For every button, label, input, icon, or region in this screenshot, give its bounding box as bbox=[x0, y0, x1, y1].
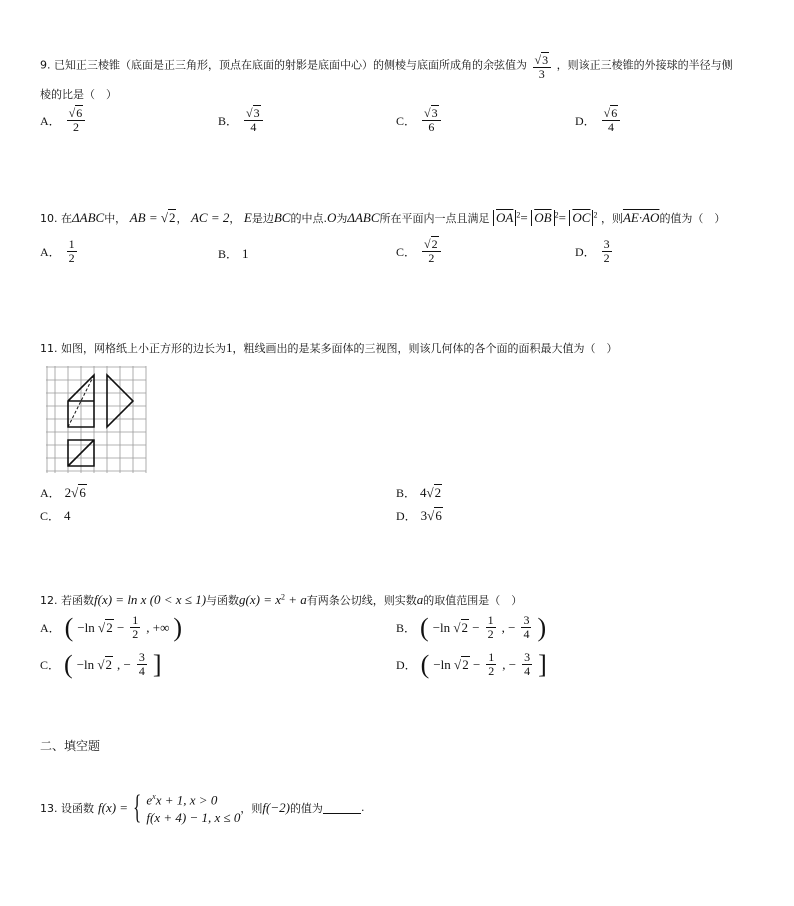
q12-option-b[interactable]: B． ( −ln √2 − $\frac{1}{2}$ , − $\frac{3}{4}$ ) bbox=[396, 612, 547, 642]
piecewise-cases: $e^xx + 1$, x > 0 f(x + 4) − 1, x ≤ 0 bbox=[146, 792, 241, 826]
three-view-figure bbox=[46, 366, 148, 474]
answer-blank[interactable] bbox=[323, 802, 361, 814]
q9-option-a[interactable]: A． $\frac{√6}{2}$ bbox=[40, 107, 87, 134]
q10-option-a[interactable]: A． $\frac{1}{2}$ bbox=[40, 237, 75, 265]
q9-text: 9. 已知正三棱锥（底面是正三角形，顶点在底面的射影是底面中心）的侧棱与底面所成角的余弦值为 bbox=[40, 58, 527, 72]
q12-option-c[interactable]: C． ( −ln √2 , − $\frac{3}{4}$ ] bbox=[40, 649, 162, 679]
q12-stem: 12. 若函数f(x) = ln x (0 < x ≤ 1)与函数$g(x) = x^2 + a$有两条公切线，则实数a的取值范围是（ ） bbox=[40, 592, 523, 607]
q9-option-b[interactable]: B． $\frac{√3}{4}$ bbox=[218, 107, 265, 134]
q12-option-a[interactable]: A． ( −ln √2 − $\frac{1}{2}$ , +∞ ) bbox=[40, 612, 183, 642]
q10-option-d[interactable]: D． $\frac{3}{2}$ bbox=[575, 237, 610, 265]
piecewise-brace: { bbox=[133, 788, 142, 826]
q11-option-a[interactable]: A． 2√6 bbox=[40, 484, 86, 500]
q11-option-b[interactable]: B． 4√2 bbox=[396, 484, 442, 500]
section-heading-fill-blank: 二、填空题 bbox=[40, 739, 101, 753]
q10-option-b[interactable]: B． 1 bbox=[218, 245, 249, 261]
q9-option-d[interactable]: D． $\frac{√6}{4}$ bbox=[575, 107, 622, 134]
q11-option-c[interactable]: C． 4 bbox=[40, 507, 71, 523]
q10-stem: 10. 在ΔABC中， AB = √2， AC = 2， E是边BC的中点.O为ΔABC所在平面内一点且满足 $\overline{OA}$ $^2= \overline{OB}$ $^2= \overline{OC}$ $^2$ ，则AE·AO的值为（ ） bbox=[40, 210, 726, 225]
q9-stem-line2: 棱的比是（ ） bbox=[40, 88, 117, 101]
q12-option-d[interactable]: D． ( −ln √2 − $\frac{1}{2}$ , − $\frac{3}{4}$ ] bbox=[396, 649, 547, 679]
q9-cos-fraction: $\frac{√3}{3}$ bbox=[533, 54, 552, 81]
q9-text-suffix: ，则该正三棱锥的外接球的半径与侧 bbox=[556, 58, 733, 72]
q10-option-c[interactable]: C． $\frac{√2}{2}$ bbox=[396, 238, 443, 265]
q13-stem: 13. 设函数 f(x) = { $e^xx + 1$, x > 0 f(x + 4) − 1, x ≤ 0 ，则 f(−2) 的值为 . bbox=[40, 788, 365, 826]
q11-option-d[interactable]: D． 3√6 bbox=[396, 507, 442, 523]
grid-lines bbox=[46, 366, 146, 473]
q9-stem-line1 bbox=[40, 52, 733, 79]
q9-option-c[interactable]: C． $\frac{√3}{6}$ bbox=[396, 107, 443, 134]
q11-stem: 11. 如图，网格纸上小正方形的边长为1，粗线画出的是某多面体的三视图，则该几何体的各个面的面积最大值为（ ） bbox=[40, 340, 618, 355]
